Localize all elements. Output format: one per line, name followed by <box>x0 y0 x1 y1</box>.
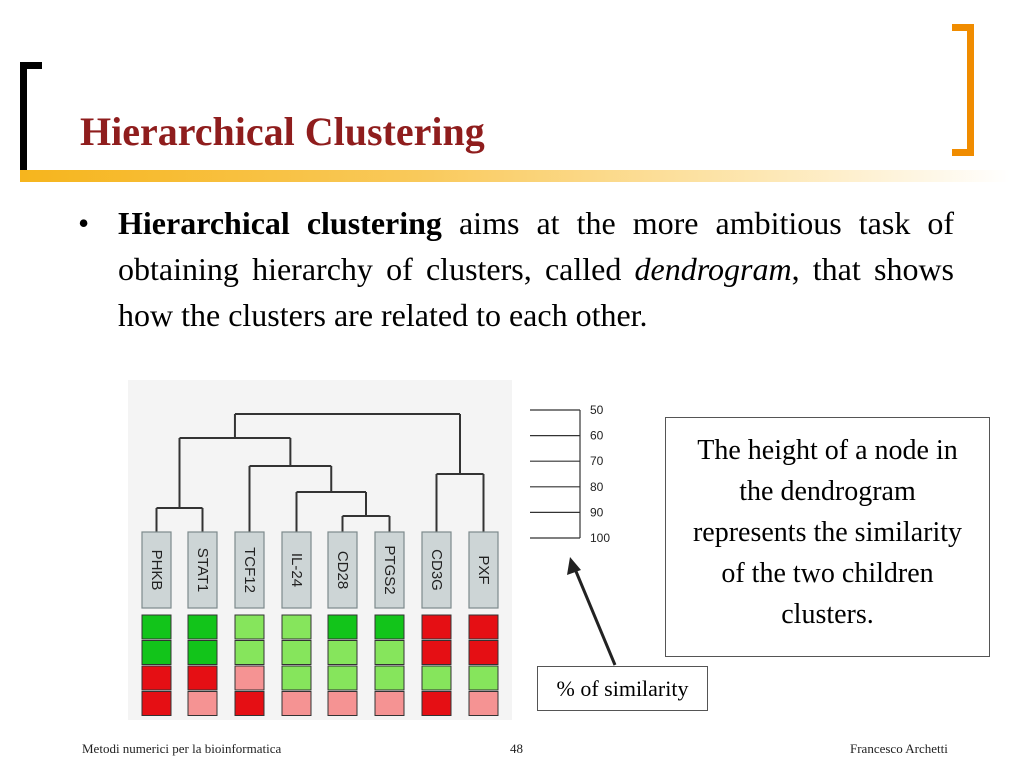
scale-tick-label: 50 <box>590 403 604 417</box>
heatmap-cell <box>142 615 171 639</box>
gene-label: CD3G <box>428 549 445 591</box>
gene-label: CD28 <box>334 550 351 590</box>
bullet-marker: • <box>78 205 90 241</box>
explanation-text: The height of a node in the dendrogram represents the similarity of the two children clusters. <box>692 435 963 630</box>
right-bracket-decoration <box>952 24 974 156</box>
heatmap-cell <box>422 666 451 690</box>
similarity-label-box: % of similarity <box>537 666 708 711</box>
heatmap-cell <box>469 641 498 665</box>
heatmap-cell <box>235 692 264 716</box>
gene-label: STAT1 <box>194 547 211 593</box>
footer-page-number: 48 <box>510 741 523 756</box>
gene-label: TCF12 <box>241 547 258 593</box>
slide-title: Hierarchical Clustering <box>80 109 485 154</box>
scale-tick-label: 80 <box>590 479 604 494</box>
heatmap-cell <box>422 692 451 716</box>
heatmap-cell <box>469 615 498 639</box>
bullet-italic-term: dendrogram <box>634 251 792 287</box>
heatmap-cell <box>282 615 311 639</box>
heatmap-cell <box>328 666 357 690</box>
heatmap-cell <box>469 666 498 690</box>
bullet-text-part2: , that shows how the clusters are related to each other. <box>118 251 955 333</box>
title-underline-bar <box>20 170 1010 182</box>
heatmap-cell <box>188 615 217 639</box>
scale-tick-label: 100 <box>590 531 611 545</box>
gene-label: PTGS2 <box>381 545 398 595</box>
heatmap-cell <box>328 692 357 716</box>
left-bracket-decoration <box>20 62 42 182</box>
scale-tick-label: 70 <box>590 454 604 469</box>
heatmap-cell <box>375 615 404 639</box>
heatmap-cell <box>328 615 357 639</box>
heatmap-cell <box>188 692 217 716</box>
heatmap-cell <box>375 692 404 716</box>
heatmap-cell <box>282 666 311 690</box>
heatmap-cell <box>375 641 404 665</box>
dendrogram-figure <box>128 380 512 720</box>
similarity-scale <box>520 396 620 546</box>
heatmap-cell <box>282 692 311 716</box>
heatmap-cell <box>235 666 264 690</box>
scale-tick-label: 90 <box>590 505 604 520</box>
explanation-box <box>665 417 990 657</box>
arrow-icon <box>560 555 620 670</box>
gene-label: IL-24 <box>288 552 305 588</box>
footer-course: Metodi numerici per la bioinformatica <box>82 741 282 756</box>
heatmap-cell <box>235 615 264 639</box>
bullet-paragraph <box>118 200 954 338</box>
heatmap-cell <box>188 641 217 665</box>
gene-label: PXF <box>475 555 492 585</box>
heatmap-cell <box>375 666 404 690</box>
figure-background <box>128 380 512 720</box>
scale-tick-label: 60 <box>590 428 604 443</box>
heatmap-cell <box>235 641 264 665</box>
heatmap-cell <box>142 666 171 690</box>
heatmap-cell <box>142 692 171 716</box>
bullet-bold-term: Hierarchical clustering <box>118 205 442 241</box>
heatmap-cell <box>422 615 451 639</box>
heatmap-cell <box>422 641 451 665</box>
heatmap-cell <box>188 666 217 690</box>
heatmap-cell <box>469 692 498 716</box>
bullet-text-part1: aims at the more ambitious task of obtaining hierarchy of clusters, called <box>118 205 955 287</box>
heatmap-cell <box>142 641 171 665</box>
heatmap-cell <box>282 641 311 665</box>
heatmap-cell <box>328 641 357 665</box>
footer-author: Francesco Archetti <box>850 741 948 756</box>
gene-label: PHKB <box>148 549 165 591</box>
